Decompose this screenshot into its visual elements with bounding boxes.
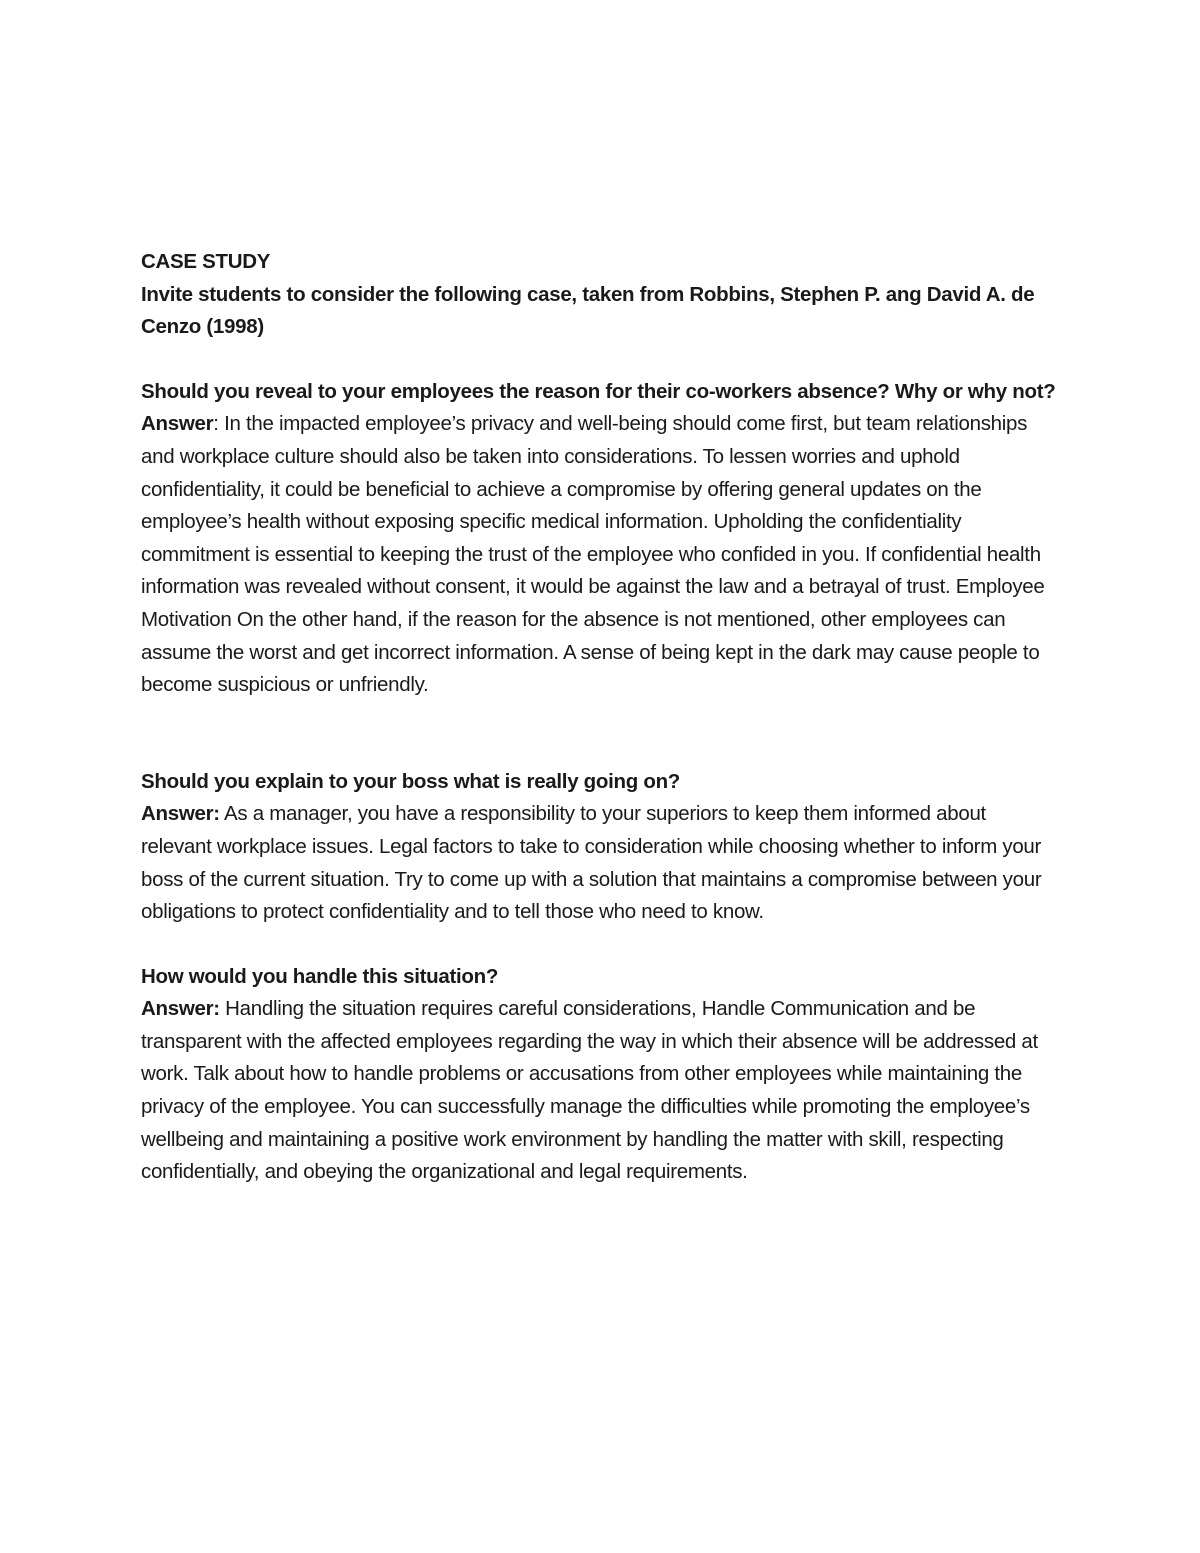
case-study-title: CASE STUDY <box>141 250 271 273</box>
answer-2 <box>141 798 1061 928</box>
document-body <box>141 246 1061 1189</box>
question-2: Should you explain to your boss what is really going on? <box>141 769 681 793</box>
spacer <box>141 929 1061 961</box>
answer-2-label: Answer: <box>141 802 220 826</box>
question-3: How would you handle this situation? <box>141 964 499 988</box>
answer-2-text: As a manager, you have a responsibility to your superiors to keep them informed about relevant workplace issues. Legal factors to take to consideration while choosing whether to inform your boss of the current situation. Try to come up with a solution that maintains a compromise between your obligations to protect confidentiality and to tell those who need to know. <box>141 802 1042 924</box>
answer-3-text: Handling the situation requires careful considerations, Handle Communication and be transparent with the affected employees regarding the way in which their absence will be addressed at work. Talk about how to handle problems or accusations from other employees while maintaining the privacy of the employee. You can successfully manage the difficulties while promoting the employee’s wellbeing and maintaining a positive work environment by handling the matter with skill, respecting confidentially, and obeying the organizational and legal requirements. <box>141 997 1038 1184</box>
answer-1 <box>141 408 1061 701</box>
answer-3 <box>141 993 1061 1189</box>
answer-1-label: Answer <box>141 412 214 436</box>
case-intro: Invite students to consider the following case, taken from Robbins, Stephen P. ang David A. de Cenzo (1998) <box>141 282 1035 339</box>
question-1: Should you reveal to your employees the reason for their co-workers absence? Why or why not? <box>141 379 1056 403</box>
spacer <box>141 702 1061 766</box>
spacer <box>141 344 1061 376</box>
answer-1-text: In the impacted employee’s privacy and well-being should come first, but team relationships and workplace culture should also be taken into considerations. To lessen worries and uphold confidentiality, it could be beneficial to achieve a compromise by offering general updates on the employee’s health without exposing specific medical information. Upholding the confidentiality commitment is essential to keeping the trust of the employee who confided in you. If confidential health information was revealed without consent, it would be against the law and a betrayal of trust. Employee Motivation On the other hand, if the reason for the absence is not mentioned, other employees can assume the worst and get incorrect information. A sense of being kept in the dark may cause people to become suspicious or unfriendly. <box>141 412 1045 697</box>
answer-1-colon: : <box>213 412 219 436</box>
answer-3-label: Answer: <box>141 997 220 1021</box>
